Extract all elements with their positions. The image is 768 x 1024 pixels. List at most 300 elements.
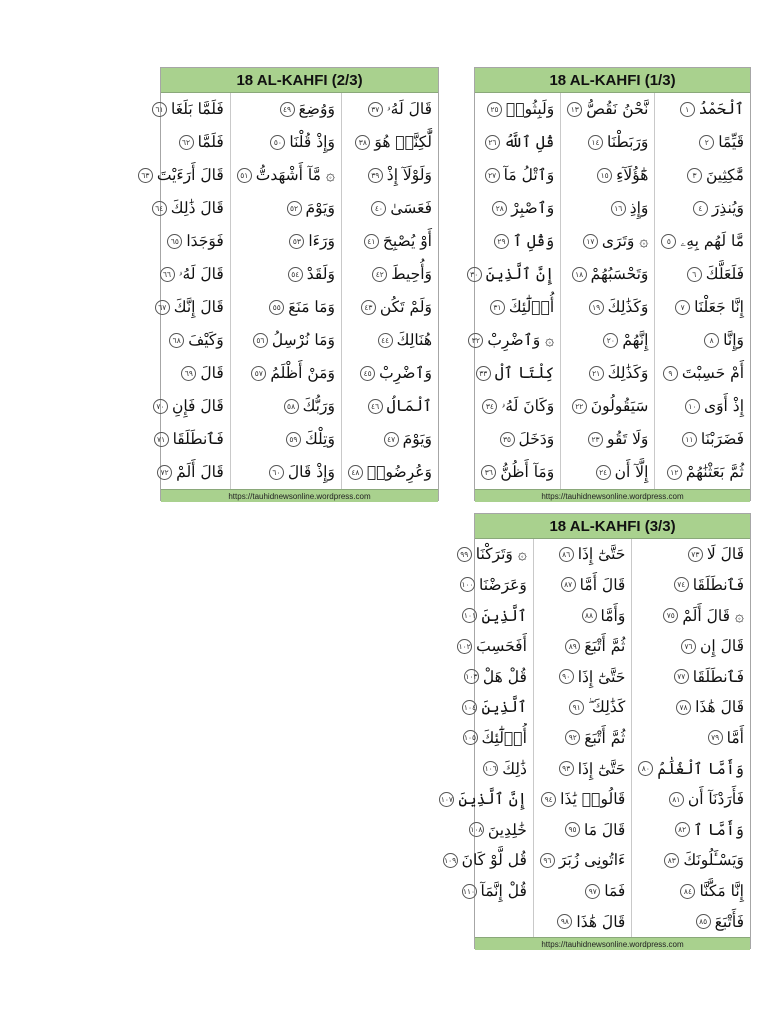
verse-cell xyxy=(342,423,438,456)
card-title: 18 AL-KAHFI (2/3) xyxy=(161,68,438,93)
verse-start-text: وَإِذْ قُلْنَا xyxy=(289,133,335,152)
verse-cell xyxy=(655,456,750,489)
verse-start-text: مَّا لَهُم بِهِۦ xyxy=(680,231,744,250)
verse-cell xyxy=(561,126,654,159)
verse-cell xyxy=(534,661,631,692)
verse-cell xyxy=(132,291,230,324)
verse-cell xyxy=(433,876,533,907)
verse-number-badge: ٩٢ xyxy=(565,730,580,745)
verse-number-badge: ١٣ xyxy=(567,102,582,117)
verse-number-badge: ٨٦ xyxy=(559,547,574,562)
card-kahfi-3 xyxy=(440,513,751,949)
verse-start-text: فَٱنطَلَقَا xyxy=(692,575,744,594)
verse-start-text: خَٰلِدِينَ xyxy=(487,820,527,839)
verse-start-text: وَلَمْ تَكُن xyxy=(379,298,432,317)
verse-number-badge: ١٠٩ xyxy=(443,853,458,868)
verse-grid xyxy=(141,93,438,489)
card-title: 18 AL-KAHFI (3/3) xyxy=(475,514,750,539)
verse-cell xyxy=(342,390,438,423)
verse-cell xyxy=(632,723,750,754)
verse-start-text: فَوَجَدَا xyxy=(186,232,224,251)
verse-cell xyxy=(655,423,750,456)
verse-cell xyxy=(534,631,631,662)
verse-number-badge: ٩٧ xyxy=(585,884,600,899)
verse-cell xyxy=(231,390,341,423)
verse-number-badge: ٨٢ xyxy=(675,822,690,837)
verse-start-text: إِنَّ ٱلَّذِينَ xyxy=(458,790,527,809)
verse-cell xyxy=(461,192,561,225)
verse-number-badge: ٤٨ xyxy=(348,465,363,480)
footer-url: https://tauhidnewsonline.wordpress.com xyxy=(475,937,750,950)
verse-number-badge: ٩٣ xyxy=(559,761,574,776)
verse-number-badge: ٧٧ xyxy=(674,669,689,684)
verse-cell xyxy=(632,570,750,601)
verse-cell xyxy=(632,661,750,692)
verse-start-text: فَعَسَىٰ xyxy=(390,199,432,218)
verse-start-text: أَوْ يُصْبِحَ xyxy=(382,232,432,251)
verse-cell xyxy=(561,225,654,258)
verse-number-badge: ٢١ xyxy=(589,366,604,381)
verse-start-text: فَضَرَبْنَا xyxy=(700,430,744,449)
verse-cell xyxy=(534,784,631,815)
verse-number-badge: ٩٤ xyxy=(541,792,556,807)
verse-number-badge: ١٠٣ xyxy=(464,669,479,684)
verse-start-text: إِنَّا مَكَّنَّا xyxy=(699,882,744,900)
verse-start-text: قَيِّمًا xyxy=(718,133,744,152)
verse-start-text: وَعَرَضْنَا xyxy=(479,575,527,594)
verse-cell xyxy=(433,570,533,601)
verse-cell xyxy=(534,845,631,876)
verse-number-badge: ٤١ xyxy=(364,234,379,249)
verse-number-badge: ٢٩ xyxy=(494,234,509,249)
verse-number-badge: ٤٣ xyxy=(361,300,376,315)
verse-number-badge: ١٨ xyxy=(572,267,587,282)
verse-cell xyxy=(461,357,561,390)
verse-number-badge: ٣٢ xyxy=(468,333,483,348)
verse-cell xyxy=(231,324,341,357)
verse-grid xyxy=(440,539,750,937)
verse-cell xyxy=(632,906,750,937)
verse-start-text: وَتَحْسَبُهُمْ xyxy=(590,265,649,284)
verse-number-badge: ١٤ xyxy=(588,135,603,150)
verse-start-text: وَمَآ أَظُنُّ xyxy=(500,463,555,482)
verse-start-text: قُلْ إِنَّمَآ xyxy=(480,882,527,900)
verse-start-text: قَالَ أَرَءَيْتَ xyxy=(156,166,224,185)
verse-cell xyxy=(231,423,341,456)
verse-start-text: قُلْ هَلْ xyxy=(482,667,527,686)
verse-start-text: وَلَقَدْ xyxy=(306,265,335,284)
verse-cell xyxy=(342,456,438,489)
verse-number-badge: ١٠١ xyxy=(462,608,477,623)
verse-cell xyxy=(461,390,561,423)
verse-cell xyxy=(655,390,750,423)
verse-number-badge: ٦١ xyxy=(152,102,167,117)
verse-start-text: وَمَنْ أَظْلَمُ xyxy=(270,364,335,383)
verse-start-text: كِلْتَا ٱلْ xyxy=(494,364,555,383)
verse-start-text: ثُمَّ بَعَثْنَٰهُمْ xyxy=(685,463,744,482)
verse-start-text: وَكَيْفَ xyxy=(188,331,224,350)
verse-number-badge: ٩٥ xyxy=(565,822,580,837)
verse-number-badge: ٢٦ xyxy=(485,135,500,150)
verse-start-text: قُل لَّوْ كَانَ xyxy=(461,851,527,870)
verse-start-text: ٱلَّذِينَ xyxy=(481,698,527,717)
verse-start-text: إِنَّهُمْ xyxy=(622,331,649,350)
verse-cell xyxy=(655,258,750,291)
verse-cell xyxy=(433,600,533,631)
verse-start-text: قَالُوا۟ يَٰذَا xyxy=(560,790,626,809)
verse-cell xyxy=(342,225,438,258)
verse-cell xyxy=(132,93,230,126)
verse-number-badge: ٢٤ xyxy=(596,465,611,480)
verse-number-badge: ١٥ xyxy=(597,168,612,183)
verse-start-text: قَالَ إِن xyxy=(699,637,744,656)
verse-cell xyxy=(632,753,750,784)
verse-start-text: وَإِذِ xyxy=(629,199,649,218)
verse-start-text: لَّٰكِنَّا۠ هُوَ xyxy=(374,133,432,152)
verse-start-text: أُو۟لَٰٓئِكَ xyxy=(481,728,527,747)
verse-start-text: قَالَ ذَٰلِكَ xyxy=(170,199,224,218)
verse-cell xyxy=(534,692,631,723)
verse-start-text: وَمَا مَنَعَ xyxy=(288,298,335,317)
verse-start-text: قَالَ هَٰذَا xyxy=(695,698,744,717)
verse-number-badge: ٢٣ xyxy=(588,432,603,447)
verse-start-text: وَكَذَٰلِكَ xyxy=(607,364,649,383)
verse-cell xyxy=(231,258,341,291)
verse-cell xyxy=(534,814,631,845)
verse-cell xyxy=(655,159,750,192)
verse-cell xyxy=(632,784,750,815)
verse-number-badge: ٧٤ xyxy=(674,577,689,592)
verse-start-text: وَأَمَّا xyxy=(600,606,626,625)
verse-start-text: فَأَرَدْنَآ أَن xyxy=(687,790,744,809)
verse-number-badge: ٥٢ xyxy=(287,201,302,216)
verse-cell xyxy=(132,258,230,291)
verse-number-badge: ٨٩ xyxy=(565,639,580,654)
verse-cell xyxy=(461,225,561,258)
verse-start-text: فَٱنطَلَقَا xyxy=(172,430,224,449)
verse-number-badge: ١٠٥ xyxy=(463,730,478,745)
verse-number-badge: ٩٨ xyxy=(557,914,572,929)
verse-start-text: ثُمَّ أَتْبَعَ xyxy=(584,728,626,747)
verse-cell xyxy=(461,456,561,489)
verse-cell xyxy=(342,258,438,291)
verse-start-text: ءَاتُونِى زُبَرَ xyxy=(558,851,626,870)
verse-start-text: وَيَسْـَٔلُونَكَ xyxy=(683,851,744,870)
verse-start-text: وَلَا تَقُو xyxy=(607,430,649,449)
verse-start-text: وَيَوْمَ xyxy=(402,430,432,449)
verse-number-badge: ٣٣ xyxy=(476,366,491,381)
verse-cell xyxy=(231,225,341,258)
verse-number-badge: ١٠٠ xyxy=(460,577,475,592)
verse-start-text: وَلَوْلَآ إِذْ xyxy=(386,166,432,185)
verse-start-text: قَالَ أَلَمْ xyxy=(176,463,224,482)
verse-cell xyxy=(132,225,230,258)
verse-start-text: ۞ قَالَ أَلَمْ xyxy=(682,606,744,625)
verse-cell xyxy=(342,357,438,390)
verse-cell xyxy=(632,845,750,876)
verse-start-text: أَفَحَسِبَ xyxy=(476,637,527,656)
verse-cell xyxy=(231,126,341,159)
verse-cell xyxy=(655,192,750,225)
verse-cell xyxy=(231,291,341,324)
verse-number-badge: ١١٠ xyxy=(462,884,477,899)
verse-column xyxy=(654,93,750,489)
verse-number-badge: ٧٠ xyxy=(153,399,168,414)
verse-number-badge: ١٠ xyxy=(685,399,700,414)
verse-start-text: فَٱنطَلَقَا xyxy=(692,667,744,686)
verse-cell xyxy=(132,390,230,423)
verse-cell xyxy=(433,631,533,662)
verse-number-badge: ٥٥ xyxy=(269,300,284,315)
verse-number-badge: ٦٦ xyxy=(160,267,175,282)
verse-column xyxy=(341,93,438,489)
verse-column xyxy=(533,539,631,937)
verse-cell xyxy=(433,692,533,723)
verse-number-badge: ١٠٨ xyxy=(469,822,484,837)
verse-start-text: سَيَقُولُونَ xyxy=(590,397,649,416)
verse-number-badge: ٢ xyxy=(699,135,714,150)
verse-cell xyxy=(632,600,750,631)
verse-cell xyxy=(461,159,561,192)
verse-cell xyxy=(433,845,533,876)
verse-number-badge: ٥١ xyxy=(237,168,252,183)
verse-start-text: فَلَمَّا بَلَغَا xyxy=(171,100,224,119)
verse-number-badge: ١٠٢ xyxy=(457,639,472,654)
verse-start-text: وَرَبُّكَ xyxy=(302,397,335,416)
verse-start-text: وَٱضْرِبْ xyxy=(379,364,432,383)
verse-start-text: ٱلْمَالُ xyxy=(386,397,432,416)
verse-start-text: قَالَ لَا xyxy=(706,545,744,564)
verse-start-text: وَدَخَلَ xyxy=(518,430,555,449)
verse-start-text: وَرَبَطْنَا xyxy=(607,133,649,152)
verse-start-text: وَأُحِيطَ xyxy=(391,265,432,284)
verse-cell xyxy=(561,192,654,225)
verse-cell xyxy=(433,784,533,815)
verse-number-badge: ٤٥ xyxy=(360,366,375,381)
verse-cell xyxy=(132,357,230,390)
verse-cell xyxy=(433,661,533,692)
verse-number-badge: ٩١ xyxy=(569,700,584,715)
verse-start-text: نَّحْنُ نَقُصُّ xyxy=(586,100,649,119)
verse-number-badge: ٢٢ xyxy=(572,399,587,414)
verse-cell xyxy=(231,159,341,192)
verse-start-text: وَٱصْبِرْ xyxy=(511,199,555,218)
verse-start-text: إِنَّا جَعَلْنَا xyxy=(694,298,744,317)
verse-start-text: ٱلَّذِينَ xyxy=(481,606,527,625)
verse-cell xyxy=(132,423,230,456)
verse-number-badge: ٦ xyxy=(687,267,702,282)
verse-number-badge: ٨١ xyxy=(669,792,684,807)
verse-start-text: ۞ وَٱضْرِبْ xyxy=(487,331,555,350)
verse-cell xyxy=(655,93,750,126)
verse-cell xyxy=(655,324,750,357)
card-kahfi-2 xyxy=(141,67,439,501)
verse-column xyxy=(433,539,533,937)
verse-cell xyxy=(655,357,750,390)
verse-number-badge: ٤٧ xyxy=(384,432,399,447)
verse-cell xyxy=(534,539,631,570)
verse-cell xyxy=(461,93,561,126)
verse-number-badge: ٣٦ xyxy=(481,465,496,480)
verse-start-text: ۞ مَّآ أَشْهَدتُّ xyxy=(255,166,335,185)
verse-number-badge: ٤٢ xyxy=(372,267,387,282)
verse-start-text: قُلِ ٱللَّهُ xyxy=(503,133,555,152)
verse-number-badge: ١٠٦ xyxy=(483,761,498,776)
verse-number-badge: ١٢ xyxy=(667,465,682,480)
verse-number-badge: ٩ xyxy=(663,366,678,381)
verse-number-badge: ٦٠ xyxy=(269,465,284,480)
verse-cell xyxy=(231,192,341,225)
verse-cell xyxy=(632,876,750,907)
verse-start-text: حَتَّىٰٓ إِذَا xyxy=(577,759,626,778)
verse-start-text: قَالَ إِنَّكَ xyxy=(173,298,224,317)
verse-number-badge: ٥ xyxy=(661,234,676,249)
verse-start-text: وَيُنذِرَ xyxy=(711,199,744,218)
verse-start-text: حَتَّىٰٓ إِذَا xyxy=(577,667,626,686)
verse-number-badge: ٢٨ xyxy=(492,201,507,216)
verse-start-text: وَيَوْمَ xyxy=(305,199,335,218)
verse-start-text: قَالَ مَا xyxy=(583,820,626,839)
verse-start-text: قَالَ لَهُۥ xyxy=(178,264,224,283)
verse-number-badge: ٤٩ xyxy=(280,102,295,117)
verse-number-badge: ٦٤ xyxy=(152,201,167,216)
verse-cell xyxy=(534,906,631,937)
verse-cell xyxy=(561,423,654,456)
verse-number-badge: ٨٥ xyxy=(696,914,711,929)
verse-number-badge: ١٦ xyxy=(611,201,626,216)
verse-number-badge: ٥٤ xyxy=(288,267,303,282)
verse-start-text: فَأَتْبَعَ xyxy=(714,912,744,931)
verse-start-text: قَالَ فَإِنِ xyxy=(171,397,224,416)
verse-cell xyxy=(433,723,533,754)
verse-number-badge: ٥٠ xyxy=(270,135,285,150)
verse-start-text: وَإِذْ قَالَ xyxy=(287,463,335,482)
card-title: 18 AL-KAHFI (1/3) xyxy=(475,68,750,93)
verse-grid xyxy=(470,93,750,489)
verse-number-badge: ٣٩ xyxy=(368,168,383,183)
verse-number-badge: ١٩ xyxy=(589,300,604,315)
verse-cell xyxy=(342,93,438,126)
verse-start-text: وَتِلْكَ xyxy=(304,430,335,449)
verse-start-text: فَمَا xyxy=(604,882,626,900)
verse-number-badge: ٨٨ xyxy=(582,608,597,623)
verse-number-badge: ٩٩ xyxy=(457,547,472,562)
verse-cell xyxy=(561,324,654,357)
verse-start-text: قَالَ أَمَّا xyxy=(579,575,626,594)
verse-cell xyxy=(342,324,438,357)
verse-number-badge: ٦٨ xyxy=(169,333,184,348)
verse-start-text: ۞ وَتَرَى xyxy=(601,232,649,251)
verse-cell xyxy=(342,192,438,225)
verse-number-badge: ٥٧ xyxy=(251,366,266,381)
verse-number-badge: ٤٦ xyxy=(368,399,383,414)
verse-cell xyxy=(561,159,654,192)
verse-number-badge: ١٠٧ xyxy=(439,792,454,807)
verse-start-text: حَتَّىٰٓ إِذَا xyxy=(577,545,626,564)
verse-cell xyxy=(461,258,561,291)
verse-number-badge: ٨٠ xyxy=(638,761,653,776)
verse-start-text: هَٰٓؤُلَآءِ xyxy=(616,166,649,185)
verse-number-badge: ٣٠ xyxy=(467,267,482,282)
verse-start-text: كَذَٰلِكَ ۖ xyxy=(588,697,626,716)
verse-start-text: قَالَ لَهُۥ xyxy=(386,99,432,118)
verse-start-text: فَلَعَلَّكَ xyxy=(705,265,744,284)
verse-number-badge: ١ xyxy=(680,102,695,117)
verse-number-badge: ٧٢ xyxy=(157,465,172,480)
verse-number-badge: ٣٤ xyxy=(482,399,497,414)
verse-start-text: وَعُرِضُوا۟ xyxy=(366,463,432,482)
verse-start-text: ۞ وَتَرَكْنَا xyxy=(475,545,527,564)
verse-number-badge: ٦٧ xyxy=(155,300,170,315)
verse-cell xyxy=(534,570,631,601)
verse-cell xyxy=(561,291,654,324)
verse-column xyxy=(132,93,230,489)
verse-number-badge: ٤٠ xyxy=(371,201,386,216)
card-kahfi-1 xyxy=(470,67,751,501)
verse-start-text: وَرَءَا xyxy=(308,232,335,251)
verse-start-text: ذَٰلِكَ xyxy=(502,759,527,778)
verse-start-text: ثُمَّ أَتْبَعَ xyxy=(584,637,626,656)
verse-column xyxy=(631,539,750,937)
verse-number-badge: ٧٦ xyxy=(681,639,696,654)
verse-number-badge: ٨٣ xyxy=(664,853,679,868)
verse-cell xyxy=(132,324,230,357)
verse-cell xyxy=(231,93,341,126)
verse-cell xyxy=(132,159,230,192)
verse-cell xyxy=(231,357,341,390)
verse-column xyxy=(560,93,654,489)
verse-number-badge: ٧١ xyxy=(154,432,169,447)
verse-number-badge: ٥٦ xyxy=(253,333,268,348)
verse-number-badge: ٢٠ xyxy=(603,333,618,348)
verse-cell xyxy=(132,456,230,489)
verse-number-badge: ٣٥ xyxy=(500,432,515,447)
verse-start-text: وَإِنَّا xyxy=(723,331,744,350)
verse-cell xyxy=(461,423,561,456)
verse-cell xyxy=(433,906,533,937)
verse-cell xyxy=(561,456,654,489)
verse-number-badge: ٤٤ xyxy=(378,333,393,348)
verse-cell xyxy=(433,814,533,845)
verse-cell xyxy=(461,126,561,159)
verse-cell xyxy=(342,159,438,192)
verse-start-text: وَكَذَٰلِكَ xyxy=(607,298,649,317)
verse-number-badge: ٥٣ xyxy=(289,234,304,249)
verse-number-badge: ٨ xyxy=(704,333,719,348)
verse-number-badge: ٨٧ xyxy=(561,577,576,592)
footer-url: https://tauhidnewsonline.wordpress.com xyxy=(161,489,438,502)
verse-number-badge: ٥٩ xyxy=(286,432,301,447)
verse-cell xyxy=(632,631,750,662)
verse-cell xyxy=(632,692,750,723)
verse-cell xyxy=(231,456,341,489)
verse-start-text: أَمْ حَسِبْتَ xyxy=(681,364,744,383)
verse-start-text: وَلَبِثُوا۟ xyxy=(506,100,555,119)
verse-start-text: وَأَمَّا ٱلْغُلَٰمُ xyxy=(657,759,744,778)
verse-start-text: مَّٰكِثِينَ xyxy=(705,166,744,185)
verse-cell xyxy=(534,876,631,907)
verse-start-text: وَٱتْلُ مَآ xyxy=(503,166,555,185)
verse-cell xyxy=(534,600,631,631)
verse-start-text: هُنَالِكَ xyxy=(396,331,432,350)
verse-cell xyxy=(561,93,654,126)
verse-cell xyxy=(342,291,438,324)
verse-cell xyxy=(132,192,230,225)
verse-start-text: ٱلْحَمْدُ xyxy=(698,100,744,119)
verse-cell xyxy=(433,539,533,570)
verse-cell xyxy=(561,390,654,423)
verse-cell xyxy=(655,225,750,258)
